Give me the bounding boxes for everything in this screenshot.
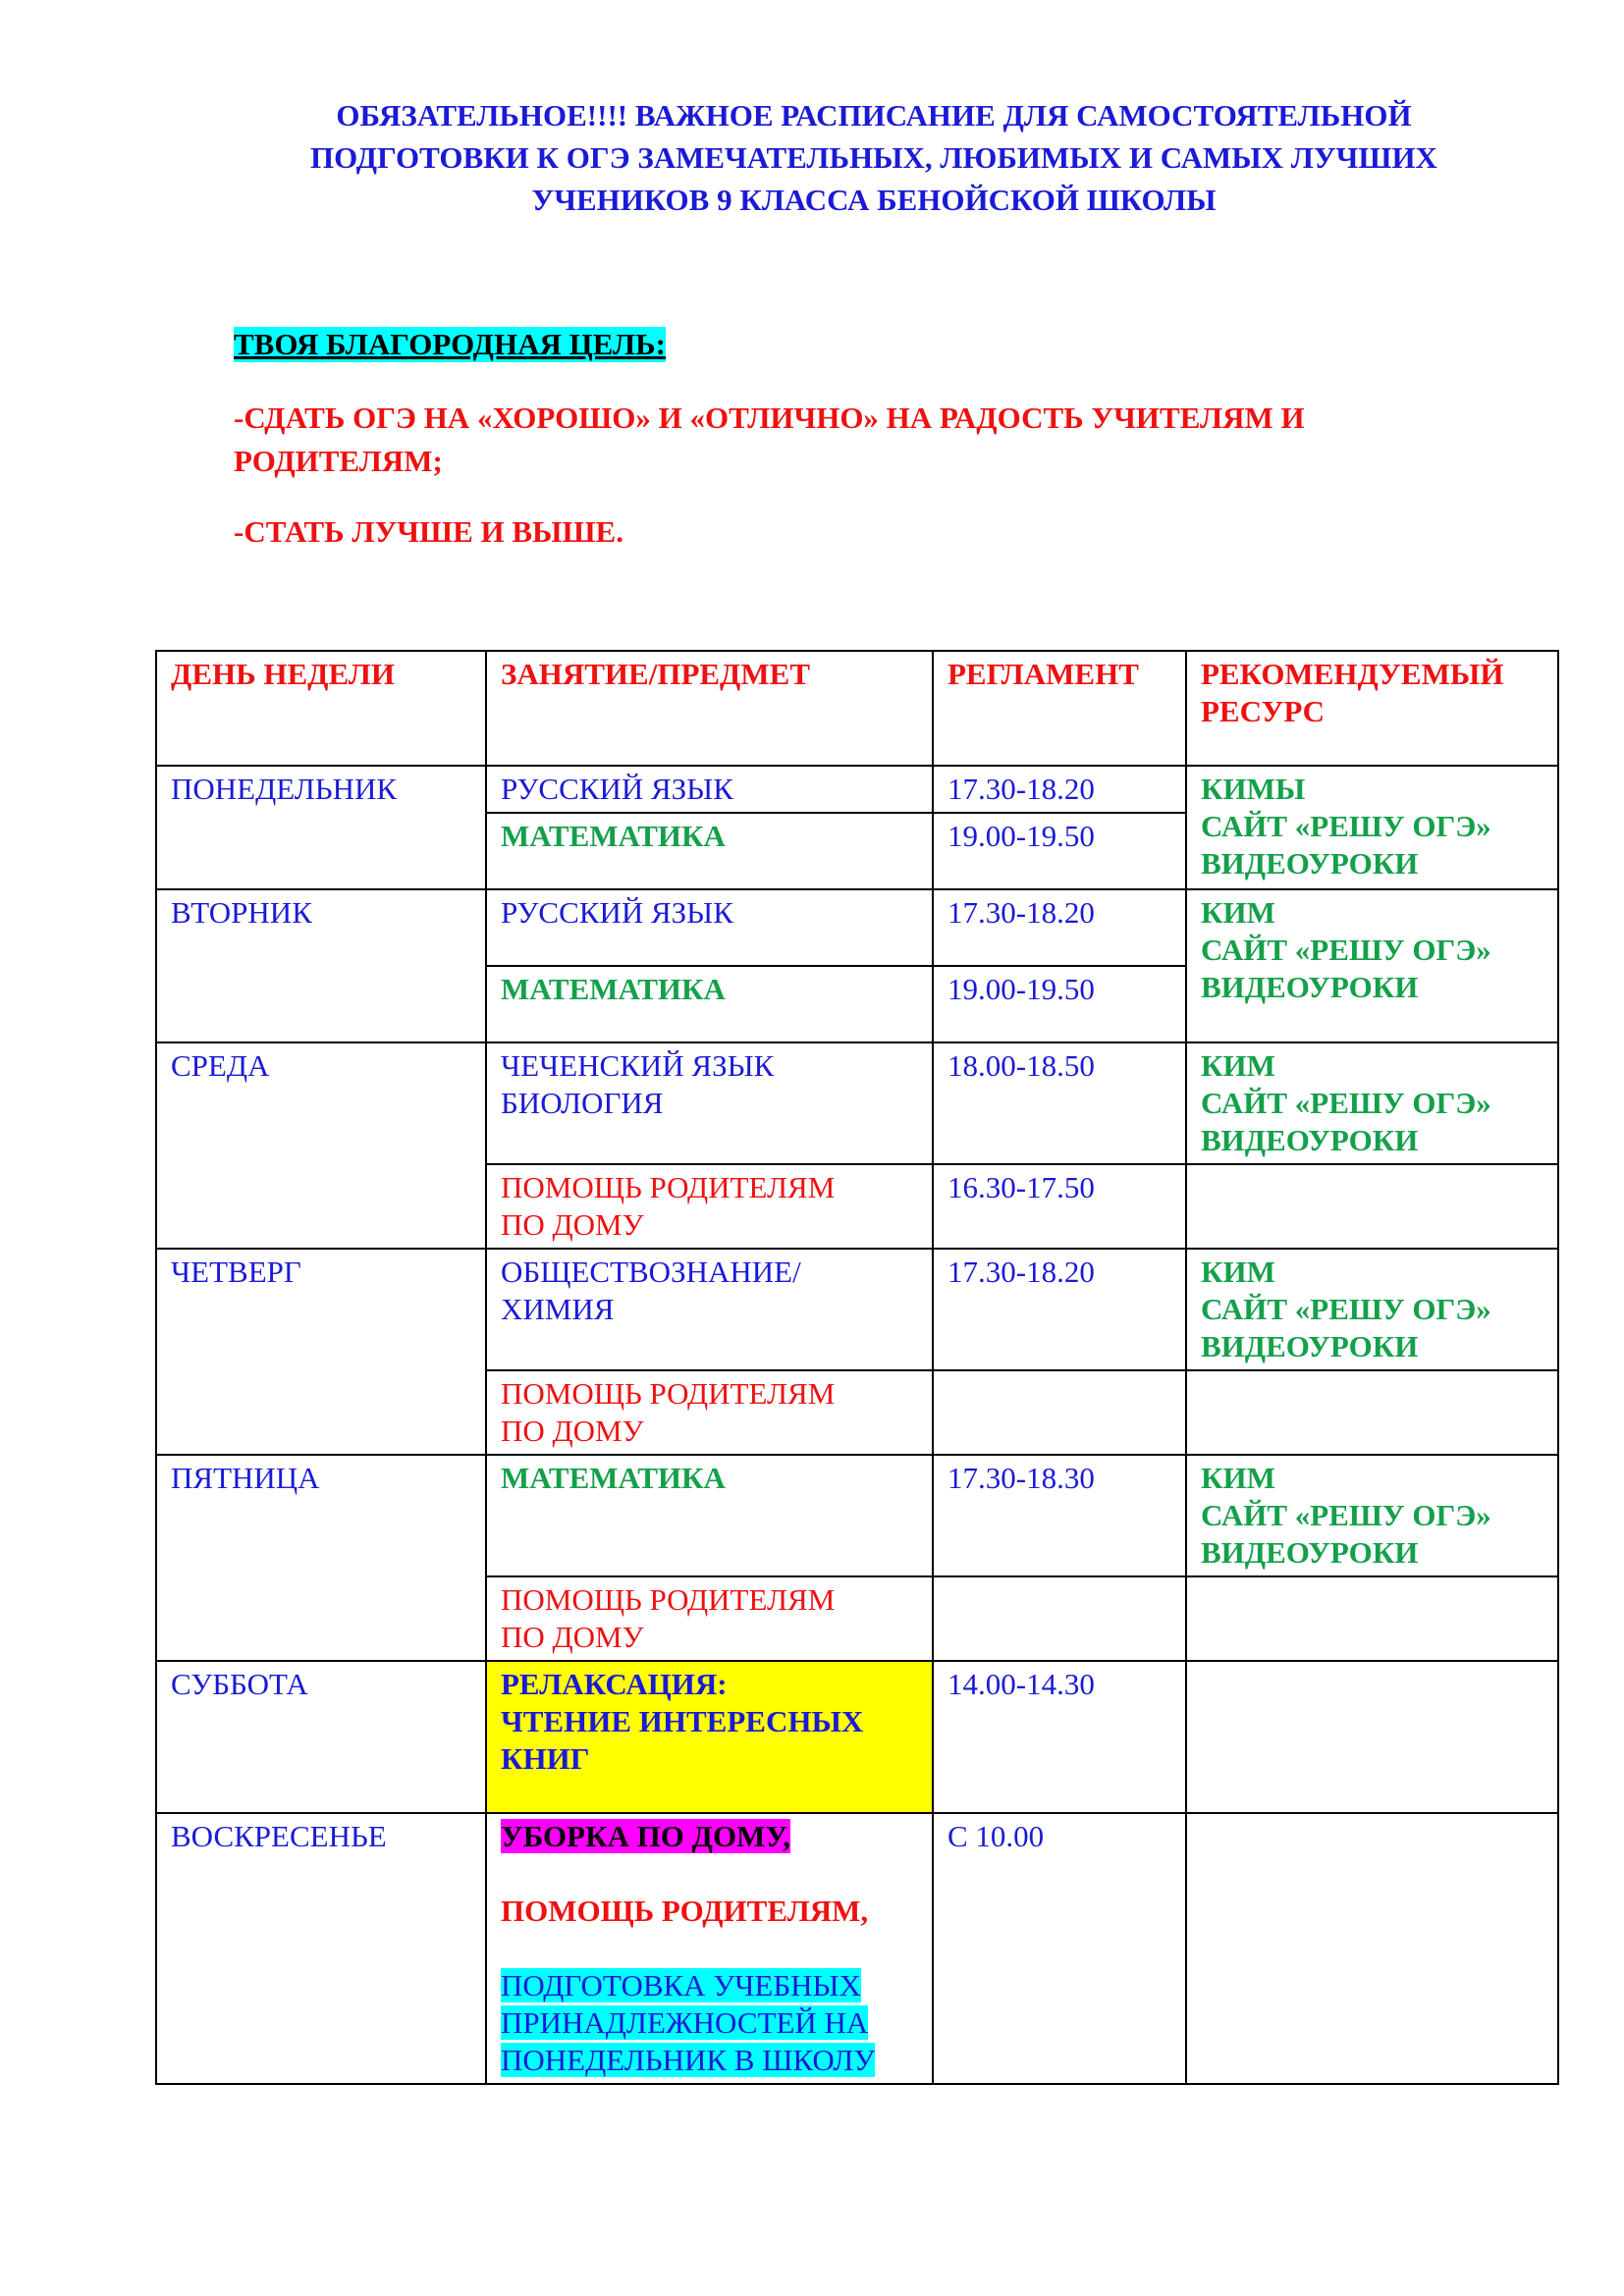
day-cell: ВТОРНИК [156,889,486,1042]
time-cell: С 10.00 [933,1813,1186,2084]
day-cell: ПОНЕДЕЛЬНИК [156,766,486,889]
table-row [156,1813,1558,2084]
highlighted-text: УБОРКА ПО ДОМУ, [501,1819,790,1853]
resource-line: САЙТ «РЕШУ ОГЭ» [1201,1086,1491,1120]
subject-line: ЧТЕНИЕ ИНТЕРЕСНЫХ КНИГ [501,1704,864,1776]
resource-line: ВИДЕОУРОКИ [1201,846,1419,881]
title-line: ПОДГОТОВКИ К ОГЭ ЗАМЕЧАТЕЛЬНЫХ, ЛЮБИМЫХ И САМЫХ ЛУЧШИХ [310,140,1437,175]
spacer [501,1855,918,1893]
table-row [156,1661,1558,1813]
subject-line: БИОЛОГИЯ [501,1086,664,1120]
resource-cell [1186,1249,1558,1370]
subject-line: ПОМОЩЬ РОДИТЕЛЯМ, [501,1894,869,1928]
subject-cell: МАТЕМАТИКА [486,966,933,1042]
time-cell: 17.30-18.20 [933,889,1186,966]
table-row [156,889,1558,966]
resource-cell [1186,1455,1558,1576]
time-cell: 18.00-18.50 [933,1042,1186,1164]
resource-line: КИМ [1201,1461,1275,1495]
title-line: ОБЯЗАТЕЛЬНОЕ!!!! ВАЖНОЕ РАСПИСАНИЕ ДЛЯ САМОСТОЯТЕЛЬНОЙ [336,98,1412,133]
schedule-table [155,650,1559,2085]
resource-cell [1186,1042,1558,1164]
highlighted-text: ПОДГОТОВКА УЧЕБНЫХ [501,1968,861,2002]
subject-cell [486,1249,933,1370]
subject-line: ПОМОЩЬ РОДИТЕЛЯМ [501,1582,836,1617]
resource-cell [1186,1164,1558,1249]
subject-line: ЧЕЧЕНСКИЙ ЯЗЫК [501,1048,775,1083]
resource-cell [1186,1576,1558,1661]
header-subject: ЗАНЯТИЕ/ПРЕДМЕТ [486,651,933,766]
highlighted-text: ПОНЕДЕЛЬНИК В ШКОЛУ [501,2043,876,2077]
resource-line: ВИДЕОУРОКИ [1201,1329,1419,1363]
subject-line: ХИМИЯ [501,1292,615,1326]
subject-line [501,1967,918,2004]
subject-cell: РУССКИЙ ЯЗЫК [486,766,933,813]
time-cell: 19.00-19.50 [933,966,1186,1042]
time-cell: 17.30-18.30 [933,1455,1186,1576]
subject-line: ПО ДОМУ [501,1414,644,1448]
resource-line: САЙТ «РЕШУ ОГЭ» [1201,1292,1491,1326]
resource-line: КИМ [1201,1048,1275,1083]
resource-line: КИМ [1201,1255,1275,1289]
subject-cell: МАТЕМАТИКА [486,1455,933,1576]
subject-line [501,2042,918,2079]
resource-cell [1186,1370,1558,1455]
table-row [156,1042,1558,1164]
table-row [156,766,1558,813]
resource-line: ВИДЕОУРОКИ [1201,1123,1419,1157]
resource-line: КИМЫ [1201,772,1306,806]
highlighted-text: ПРИНАДЛЕЖНОСТЕЙ НА [501,2005,869,2040]
resource-line: КИМ [1201,895,1275,930]
subject-line: ПОМОЩЬ РОДИТЕЛЯМ [501,1376,836,1411]
resource-line: ВИДЕОУРОКИ [1201,1535,1419,1570]
time-cell [933,1576,1186,1661]
subject-cell [486,1164,933,1249]
resource-line: САЙТ «РЕШУ ОГЭ» [1201,933,1491,967]
resource-cell [1186,1661,1558,1813]
resource-line: САЙТ «РЕШУ ОГЭ» [1201,1498,1491,1532]
subject-line [501,1818,918,1855]
subject-line: ПО ДОМУ [501,1620,644,1654]
subject-line: ПО ДОМУ [501,1207,644,1242]
day-cell: СРЕДА [156,1042,486,1249]
subject-cell [486,1370,933,1455]
time-cell: 16.30-17.50 [933,1164,1186,1249]
resource-cell [1186,766,1558,889]
resource-cell [1186,889,1558,1042]
table-row [156,1455,1558,1576]
day-cell: ВОСКРЕСЕНЬЕ [156,1813,486,2084]
header-day: ДЕНЬ НЕДЕЛИ [156,651,486,766]
title-line: УЧЕНИКОВ 9 КЛАССА БЕНОЙСКОЙ ШКОЛЫ [531,183,1217,217]
spacer [501,1930,918,1967]
table-header-row [156,651,1558,766]
subject-cell-highlighted [486,1661,933,1813]
resource-line: ВИДЕОУРОКИ [1201,970,1419,1004]
day-cell: ПЯТНИЦА [156,1455,486,1661]
header-time: РЕГЛАМЕНТ [933,651,1186,766]
time-cell: 19.00-19.50 [933,813,1186,889]
page-title [196,94,1551,221]
resource-line: САЙТ «РЕШУ ОГЭ» [1201,809,1491,843]
subject-cell: МАТЕМАТИКА [486,813,933,889]
header-resource: РЕКОМЕНДУЕМЫЙ РЕСУРС [1186,651,1558,766]
subject-cell [486,1042,933,1164]
day-cell: ЧЕТВЕРГ [156,1249,486,1455]
resource-cell [1186,1813,1558,2084]
goal-heading: ТВОЯ БЛАГОРОДНАЯ ЦЕЛЬ: [234,327,666,361]
subject-cell: РУССКИЙ ЯЗЫК [486,889,933,966]
subject-line: ОБЩЕСТВОЗНАНИЕ/ [501,1255,801,1289]
time-cell: 14.00-14.30 [933,1661,1186,1813]
table-row [156,1249,1558,1370]
day-cell: СУББОТА [156,1661,486,1813]
time-cell: 17.30-18.20 [933,1249,1186,1370]
time-cell: 17.30-18.20 [933,766,1186,813]
subject-line [501,2004,918,2042]
subject-cell [486,1813,933,2084]
subject-line: ПОМОЩЬ РОДИТЕЛЯМ [501,1170,836,1204]
goal-item: -СДАТЬ ОГЭ НА «ХОРОШО» И «ОТЛИЧНО» НА РАДОСТЬ УЧИТЕЛЯМ И РОДИТЕЛЯМ; [234,400,1305,478]
subject-cell [486,1576,933,1661]
goal-item: -СТАТЬ ЛУЧШЕ И ВЫШЕ. [234,514,623,549]
subject-line: РЕЛАКСАЦИЯ: [501,1667,728,1701]
time-cell [933,1370,1186,1455]
